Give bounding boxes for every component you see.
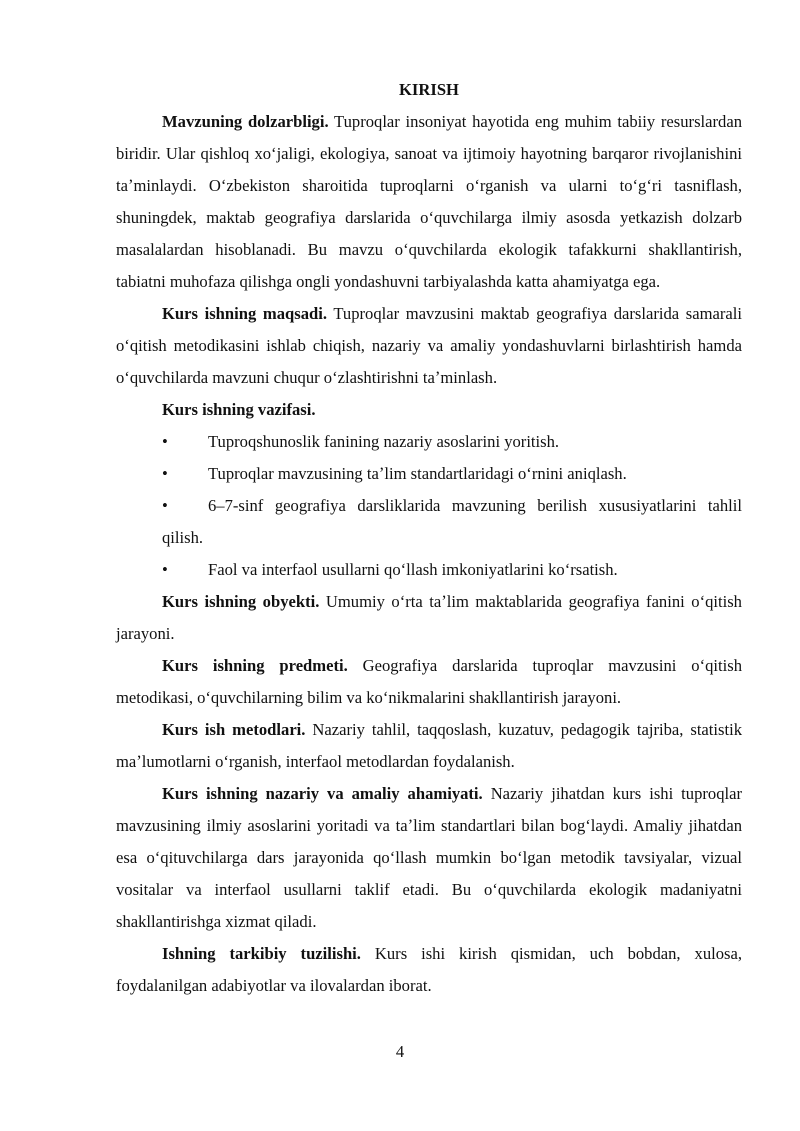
paragraph-text: Tuproqlar insoniyat hayotida eng muhim tabiiy resurslardan biridir. Ular qishloq xoʻjaligi, ekologiya, sanoat va ijtimoiy hayotning barqaror rivojlanishini taʼminlaydi. Oʻzbekiston sharoitida tuproqlarni oʻrganish va ularni toʻgʻri tasniflash, shuningdek, maktab geografiya darslarida oʻquvchilarga ilmiy asosda yetkazish dolzarb masalalardan hisoblanadi. Bu mavzu oʻquvchilarda ekologik tafakkurni shakllantirish, tabiatni muhofaza qilishga ongli yondashuvni tarbiyalashda katta ahamiyatga ega. — [116, 112, 742, 291]
paragraph-lead: Kurs ishning predmeti. — [162, 656, 348, 675]
paragraph-significance — [116, 778, 742, 938]
paragraph-lead: Kurs ishning maqsadi. — [162, 304, 328, 323]
document-page — [116, 74, 742, 1002]
paragraph-lead: Ishning tarkibiy tuzilishi. — [162, 944, 361, 963]
bullet-icon: • — [162, 432, 168, 451]
paragraph-text: Nazariy jihatdan kurs ishi tuproqlar mavzusining ilmiy asoslarini yoritadi va taʼlim standartlari bilan bogʻlaydi. Amaliy jihatdan esa oʻqituvchilarga dars jarayonida qoʻllash mumkin boʻlgan metodik tavsiyalar, vizual vositalar va interfaol usullarni taklif etadi. Bu oʻquvchilarda ekologik madaniyatni shakllantirishga xizmat qiladi. — [116, 784, 743, 931]
bullet-icon: • — [162, 560, 168, 579]
bullet-icon: • — [162, 496, 168, 515]
page-number: 4 — [395, 1042, 405, 1061]
paragraph-lead: Kurs ish metodlari. — [162, 720, 306, 739]
paragraph-goal — [116, 298, 742, 394]
list-item — [162, 490, 742, 554]
paragraph-text: Tuproqlar mavzusini maktab geografiya darslarida samarali oʻqitish metodikasini ishlab chiqish, nazariy va amaliy yondashuvlarni birlashtirish hamda oʻquvchilarda mavzuni chuqur oʻzlashtirishni taʼminlash. — [116, 304, 742, 387]
paragraph-structure — [116, 938, 742, 1002]
paragraph-object — [116, 586, 742, 650]
paragraph-lead: Mavzuning dolzarbligi. — [162, 112, 329, 131]
tasks-list — [116, 426, 742, 586]
paragraph-text: Kurs ishi kirish qismidan, uch bobdan, xulosa, foydalanilgan adabiyotlar va ilovalardan iborat. — [116, 944, 742, 995]
paragraph-lead: Kurs ishning obyekti. — [162, 592, 320, 611]
paragraph-text: Umumiy oʻrta taʼlim maktablarida geografiya fanini oʻqitish jarayoni. — [116, 592, 742, 643]
paragraph-text: Nazariy tahlil, taqqoslash, kuzatuv, pedagogik tajriba, statistik maʼlumotlarni oʻrganish, interfaol metodlardan foydalanish. — [116, 720, 742, 771]
list-item-text: Faol va interfaol usullarni qoʻllash imkoniyatlarini koʻrsatish. — [208, 560, 618, 579]
paragraph-lead: Kurs ishning nazariy va amaliy ahamiyati. — [162, 784, 483, 803]
paragraph-methods — [116, 714, 742, 778]
list-item-text: Tuproqlar mavzusining taʼlim standartlaridagi oʻrnini aniqlash. — [208, 464, 627, 483]
list-item — [162, 426, 742, 458]
list-item-text: Tuproqshunoslik fanining nazariy asoslarini yoritish. — [208, 432, 560, 451]
page-title: KIRISH — [399, 80, 459, 99]
paragraph-subject — [116, 650, 742, 714]
bullet-icon: • — [162, 464, 168, 483]
list-item-text: 6–7-sinf geografiya darsliklarida mavzuning berilish xususiyatlarini tahlil qilish. — [162, 496, 742, 547]
paragraph-text: Geografiya darslarida tuproqlar mavzusini oʻqitish metodikasi, oʻquvchilarning bilim va koʻnikmalarini shakllantirish jarayoni. — [116, 656, 742, 707]
list-item — [162, 554, 742, 586]
list-item — [162, 458, 742, 490]
tasks-heading: Kurs ishning vazifasi. — [162, 400, 316, 419]
paragraph-relevance — [116, 106, 742, 298]
